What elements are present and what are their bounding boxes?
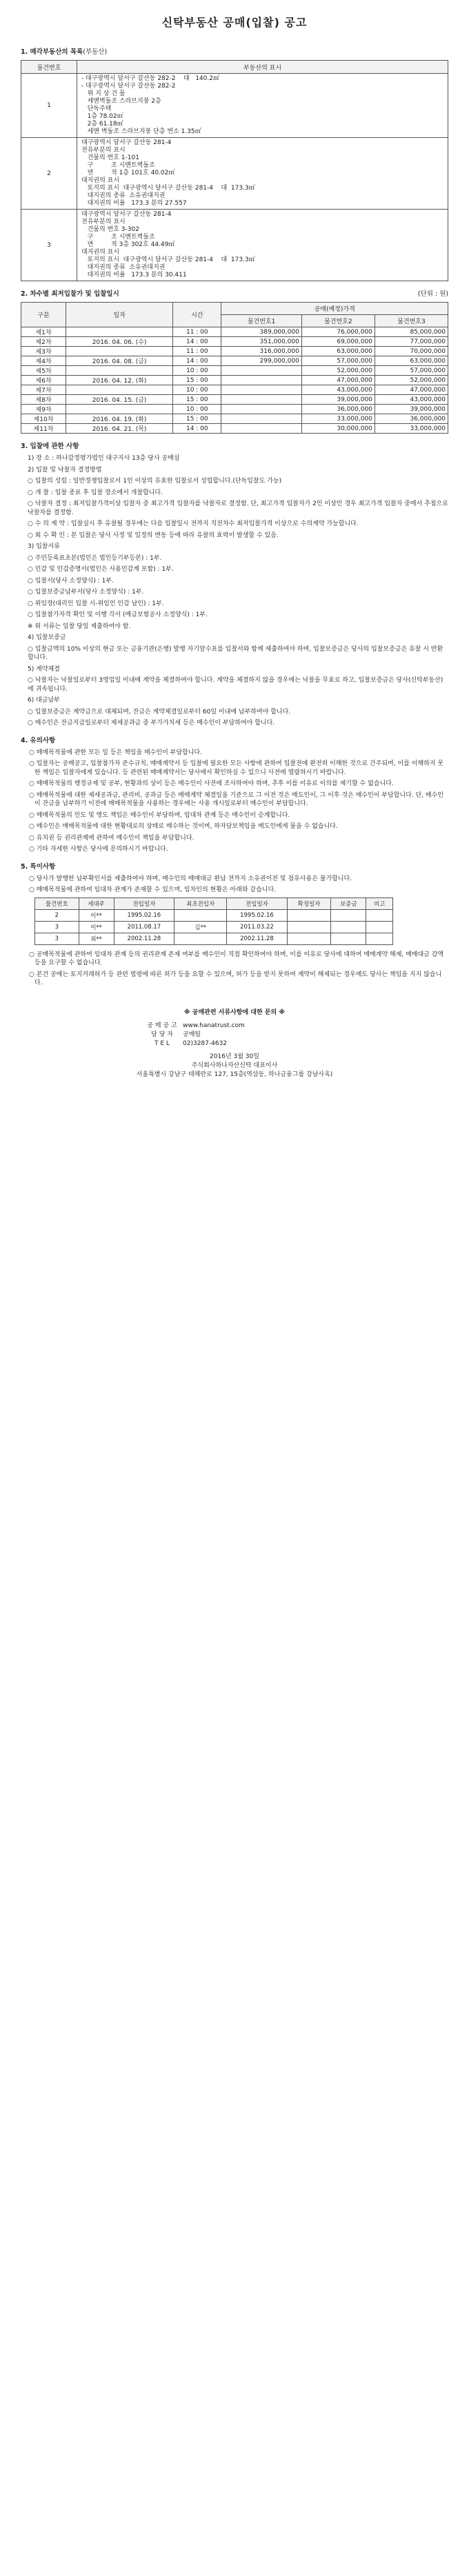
tenant-cell: 2 bbox=[35, 909, 79, 921]
page-title: 신탁부동산 공매(입찰) 공고 bbox=[161, 16, 308, 29]
date: 2016. 04. 06. (수) bbox=[66, 337, 172, 347]
notice-page bbox=[21, 0, 448, 1079]
desc-line: 구 조 시멘트벽돌조 bbox=[81, 162, 155, 169]
round: 제7차 bbox=[21, 385, 66, 395]
table-row bbox=[35, 921, 393, 933]
tenant-cell: 이** bbox=[79, 921, 114, 933]
special-notes bbox=[21, 875, 448, 895]
price-item-1 bbox=[221, 424, 301, 434]
price-item-2: 36,000,000 bbox=[301, 405, 375, 414]
desc-line: 2층 61.18㎡ bbox=[81, 121, 123, 128]
desc-line: 세멘 벽돌조 스라브지붕 단층 변소 1.35㎡ bbox=[81, 128, 201, 135]
date bbox=[66, 327, 172, 337]
desc-line: 대지권의 비율 173.3 분의 27.557 bbox=[81, 200, 187, 207]
col-item-2: 물건번호2 bbox=[301, 315, 375, 327]
table-row bbox=[21, 385, 448, 395]
tenant-cell: 2002.11.28 bbox=[114, 933, 174, 944]
contact-heading: ※ 공매관련 서류사항에 대한 문의 ※ bbox=[183, 1008, 286, 1016]
tenant-cell bbox=[287, 909, 331, 921]
tenant-cell: 2002.11.28 bbox=[227, 933, 288, 944]
tenant-col-header: 전입일자 bbox=[114, 897, 174, 909]
tenant-cell bbox=[366, 933, 393, 944]
desc-line: 대지권의 종류 소유권대지권 bbox=[81, 264, 166, 271]
special-note-line: ○ 본건 공매는 토지거래허가 등 관련 법령에 따른 허가 등을 요할 수 있으며, 허가 등을 받지 못하여 계약이 해제되는 경우에도 당사는 책임을 지지 않습니다. bbox=[29, 971, 442, 986]
bidding-line: ○ 입찰보증금은 계약금으로 대체되며, 잔금은 계약체결일로부터 60일 이내에 납부하여야 합니다. bbox=[28, 708, 291, 716]
price-item-1 bbox=[221, 376, 301, 385]
bidding-line: ○ 회 수 확 인 : 본 입찰은 당사 사정 및 일정의 변동 등에 따라 유찰의 효력이 발생할 수 있음. bbox=[28, 531, 279, 539]
price-item-3: 33,000,000 bbox=[375, 424, 448, 434]
desc-line: 전유부분의 표시 bbox=[81, 147, 126, 154]
precaution-line: ○ 매매목적물의 인도 및 명도 책임은 매수인이 부담하며, 임대차 관계 등은 매수인이 승계합니다. bbox=[29, 811, 290, 819]
round: 제9차 bbox=[21, 405, 66, 414]
price-item-2: 52,000,000 bbox=[301, 366, 375, 376]
tenant-cell: 2011.08.17 bbox=[114, 921, 174, 933]
date bbox=[66, 347, 172, 356]
price-item-1: 389,000,000 bbox=[221, 327, 301, 337]
precaution-line: ○ 기타 자세한 사항은 당사에 문의하시기 바랍니다. bbox=[29, 846, 168, 853]
price-item-1: 299,000,000 bbox=[221, 356, 301, 366]
contact-key: T E L bbox=[154, 1039, 170, 1047]
tenant-cell bbox=[174, 933, 227, 944]
time: 14 : 00 bbox=[173, 337, 221, 347]
section-1-heading bbox=[21, 46, 448, 56]
special-note-line: ○ 매매목적물에 관하여 임대차 관계가 존재할 수 있으며, 임차인의 현황은 아래와 같습니다. bbox=[29, 886, 277, 893]
price-item-2: 76,000,000 bbox=[301, 327, 375, 337]
price-item-2: 33,000,000 bbox=[301, 414, 375, 424]
price-item-2: 43,000,000 bbox=[301, 385, 375, 395]
col-date: 일자 bbox=[66, 303, 172, 327]
tenant-col-header: 전입일자 bbox=[227, 897, 288, 909]
date bbox=[66, 366, 172, 376]
date: 2016. 04. 12. (화) bbox=[66, 376, 172, 385]
schedule-table bbox=[21, 302, 448, 434]
section-3-heading: 3. 입찰에 관한 사항 bbox=[21, 443, 79, 450]
tenant-cell bbox=[366, 909, 393, 921]
tenant-table bbox=[34, 897, 393, 945]
section-5-heading: 5. 특이사항 bbox=[21, 862, 56, 871]
tenant-cell bbox=[331, 909, 366, 921]
tenant-cell: 최** bbox=[79, 933, 114, 944]
special-note-line: ○ 당사가 발행한 납부확인서를 제출하여야 하며, 매수인의 매매대금 완납 전까지 소유권이전 및 점유사용은 불가합니다. bbox=[29, 875, 352, 882]
price-item-2: 57,000,000 bbox=[301, 356, 375, 366]
col-price: 공매(예정)가격 bbox=[221, 303, 448, 315]
contact-value: 02)3287-4632 bbox=[183, 1039, 228, 1047]
table-row bbox=[21, 356, 448, 366]
tenant-col-header: 비고 bbox=[366, 897, 393, 909]
table-row bbox=[21, 424, 448, 434]
desc-line: 대지권의 표시 bbox=[81, 249, 120, 256]
bidding-line: ○ 입찰금액의 10% 이상의 현금 또는 금융기관(은행) 발행 자기앞수표를 입찰서와 함께 제출하여야 하며, 입찰보증금은 당사의 입찰보증금은 유찰 시 반환합니다. bbox=[28, 645, 443, 661]
table-row bbox=[21, 347, 448, 356]
price-item-3: 77,000,000 bbox=[375, 337, 448, 347]
section-1-title: 1. 매각부동산의 목록 bbox=[21, 48, 83, 56]
col-item-1: 물건번호1 bbox=[221, 315, 301, 327]
special-notes-after bbox=[21, 951, 448, 988]
time: 15 : 00 bbox=[173, 414, 221, 424]
date: 2016. 04. 21. (목) bbox=[66, 424, 172, 434]
time: 14 : 00 bbox=[173, 424, 221, 434]
round: 제5차 bbox=[21, 366, 66, 376]
tenant-cell: 이** bbox=[79, 909, 114, 921]
bidding-line: ○ 입찰서(당사 소정양식) : 1부. bbox=[28, 577, 114, 585]
tenant-cell: 2011.03.22 bbox=[227, 921, 288, 933]
price-item-1 bbox=[221, 405, 301, 414]
desc-line: 위 지 상 건 물 bbox=[81, 90, 126, 97]
item-no: 2 bbox=[21, 138, 77, 210]
col-item-3: 물건번호3 bbox=[375, 315, 448, 327]
tenant-cell: 1995.02.16 bbox=[227, 909, 288, 921]
table-row bbox=[21, 414, 448, 424]
table-row bbox=[21, 138, 448, 210]
tenant-cell bbox=[287, 933, 331, 944]
tenant-cell bbox=[331, 933, 366, 944]
col-item-no: 물건번호 bbox=[21, 61, 77, 74]
table-row bbox=[21, 337, 448, 347]
price-item-3: 70,000,000 bbox=[375, 347, 448, 356]
time: 10 : 00 bbox=[173, 405, 221, 414]
table-row bbox=[21, 210, 448, 281]
tenant-cell bbox=[174, 909, 227, 921]
contact-row bbox=[141, 1031, 328, 1039]
precaution-line: ○ 매매목적물의 행정규제 및 공부, 현황과의 상이 등은 매수인이 사전에 조사하여야 하며, 추후 이를 이유로 이의를 제기할 수 없습니다. bbox=[29, 780, 394, 787]
bidding-line: ○ 입찰의 성립 : 일반경쟁입찰로서 1인 이상의 유효한 입찰로서 성립합니다.(단독입찰도 가능) bbox=[28, 478, 282, 485]
desc-line: 세멘벽돌조 스라브지붕 2층 bbox=[81, 98, 161, 105]
desc-line: 대지권의 종류 소유권대지권 bbox=[81, 192, 166, 199]
tenant-cell bbox=[331, 921, 366, 933]
date: 2016. 04. 08. (금) bbox=[66, 356, 172, 366]
bidding-line: ○ 낙찰자 결정 : 최저입찰가격이상 입찰자 중 최고가격 입찰자를 낙찰자로 결정함. 단, 최고가격 입찰자가 2인 이상인 경우 최고가격 입찰자 중에서 추첨으로 낙찰자를 결정함. bbox=[28, 500, 448, 516]
desc-line: - 대구광역시 달서구 갈산동 282-2 대 140.2㎡ bbox=[81, 75, 219, 82]
bidding-line: 2) 입찰 및 낙찰자 결정방법 bbox=[28, 466, 102, 474]
bidding-line: ○ 인감 및 인감증명서(법인은 사용인감계 포함) : 1부. bbox=[28, 566, 174, 573]
price-item-1 bbox=[221, 366, 301, 376]
price-item-3: 63,000,000 bbox=[375, 356, 448, 366]
desc-line: 전유부분의 표시 bbox=[81, 219, 126, 225]
round: 제11차 bbox=[21, 424, 66, 434]
bidding-line: ○ 개 찰 : 입찰 종료 후 입찰 장소에서 개찰합니다. bbox=[28, 489, 163, 496]
desc-line: 대지권의 표시 bbox=[81, 177, 120, 184]
precaution-line: ○ 입찰자는 공매공고, 입찰참가자 준수규칙, 매매계약서 등 입찰에 필요한 모든 사항에 관하여 입찰전에 완전히 이해한 것으로 간주되며, 이를 이해하지 못한 책임은 입찰자에게 있습니다. 등 관련된 매매계약서는 당사에서 확인하실 수 있으니 사전에 열람하시기 바랍니다. bbox=[29, 760, 444, 776]
tenant-cell: 김** bbox=[174, 921, 227, 933]
section-2-title: 2. 차수별 최저입찰가 및 입찰일시 bbox=[21, 290, 119, 298]
col-time: 시간 bbox=[173, 303, 221, 327]
col-property-desc: 부동산의 표시 bbox=[77, 61, 448, 74]
precaution-line: ○ 매매목적물에 관한 모든 일 등은 책임을 매수인이 부담합니다. bbox=[29, 749, 202, 756]
contact-key: 공 매 공 고 bbox=[147, 1022, 177, 1029]
round: 제8차 bbox=[21, 395, 66, 405]
price-item-1 bbox=[221, 414, 301, 424]
round: 제10차 bbox=[21, 414, 66, 424]
desc-line: 단독주택 bbox=[81, 105, 112, 112]
special-note-line: ○ 공매목적물에 관하여 임대차 관계 등의 권리관계 존재 여부를 매수인이 직접 확인하여야 하며, 이를 이유로 당사에 대하여 매매계약 해제, 매매대금 감액 등을 요구할 수 없습니다. bbox=[29, 951, 444, 966]
desc-line: 토지의 표시 대구광역시 달서구 갈산동 281-4 대 173.3㎡ bbox=[81, 185, 255, 192]
time: 15 : 00 bbox=[173, 376, 221, 385]
time: 14 : 00 bbox=[173, 356, 221, 366]
section-2-heading bbox=[21, 288, 448, 298]
desc-line: 면 적 3층 302호 44.49㎡ bbox=[81, 241, 175, 248]
bidding-line: 4) 입찰보증금 bbox=[28, 634, 66, 641]
bidding-line: 6) 대금납부 bbox=[28, 697, 60, 704]
price-item-3: 85,000,000 bbox=[375, 327, 448, 337]
footer bbox=[21, 1008, 448, 1079]
price-item-1 bbox=[221, 395, 301, 405]
tenant-cell bbox=[287, 921, 331, 933]
time: 10 : 00 bbox=[173, 366, 221, 376]
section-4-heading: 4. 유의사항 bbox=[21, 736, 56, 744]
col-round: 구분 bbox=[21, 303, 66, 327]
company-name: 주식회사하나자산신탁 대표이사 bbox=[191, 1062, 278, 1069]
bidding-line: ※ 위 서류는 입찰 당일 제출하여야 함. bbox=[28, 622, 131, 630]
desc-line: 면 적 1층 101호 40.02㎡ bbox=[81, 170, 175, 176]
bidding-line: 5) 계약체결 bbox=[28, 665, 60, 673]
tenant-cell: 3 bbox=[35, 933, 79, 944]
table-row bbox=[21, 74, 448, 138]
property-desc bbox=[77, 74, 448, 138]
price-item-3: 39,000,000 bbox=[375, 405, 448, 414]
table-row bbox=[21, 327, 448, 337]
contact-value[interactable]: www.hanatrust.com bbox=[183, 1022, 245, 1029]
round: 제2차 bbox=[21, 337, 66, 347]
bidding-line: 3) 입찰서류 bbox=[28, 543, 60, 550]
bidding-line: 1) 장 소 : 하나감정평가법인 대구지사 13층 당사 공매실 bbox=[28, 455, 180, 462]
bidding-line: ○ 낙찰자는 낙찰일로부터 3영업일 이내에 계약을 체결하여야 합니다. 계약을 체결하지 않을 경우에는 낙찰을 무효로 하고, 입찰보증금은 당사(신탁부동산)에 귀속됩니다. bbox=[28, 677, 443, 693]
tenant-col-header: 물건번호 bbox=[35, 897, 79, 909]
precaution-line: ○ 매수인은 매매목적물에 대한 현황대로의 상태로 매수하는 것이며, 하자담보책임을 매도인에게 물을 수 없습니다. bbox=[29, 823, 338, 830]
price-item-1: 351,000,000 bbox=[221, 337, 301, 347]
table-row bbox=[21, 366, 448, 376]
unit-label: (단위 : 원) bbox=[417, 290, 448, 298]
tenant-cell bbox=[366, 921, 393, 933]
precautions bbox=[21, 749, 448, 854]
desc-line: 건물의 번호 3-302 bbox=[81, 226, 139, 233]
desc-line: 대구광역시 달서구 갈산동 281-4 bbox=[81, 211, 172, 218]
bidding-details bbox=[21, 454, 448, 728]
table-row bbox=[35, 933, 393, 944]
tenant-col-header: 보증금 bbox=[331, 897, 366, 909]
price-item-2: 47,000,000 bbox=[301, 376, 375, 385]
tenant-col-header: 세대주 bbox=[79, 897, 114, 909]
tenant-col-header: 확정일자 bbox=[287, 897, 331, 909]
desc-line: 토지의 표시 대구광역시 달서구 갈산동 281-4 대 173.3㎡ bbox=[81, 256, 255, 263]
price-item-3: 36,000,000 bbox=[375, 414, 448, 424]
desc-line: - 대구광역시 달서구 갈산동 282-2 bbox=[81, 83, 176, 90]
table-row bbox=[21, 405, 448, 414]
tenant-cell: 3 bbox=[35, 921, 79, 933]
section-1-subtitle: (부동산) bbox=[83, 48, 108, 56]
contact-key: 담 당 자 bbox=[151, 1031, 173, 1038]
item-no: 1 bbox=[21, 74, 77, 138]
tenant-col-header: 최초전입자 bbox=[174, 897, 227, 909]
price-item-2: 39,000,000 bbox=[301, 395, 375, 405]
time: 10 : 00 bbox=[173, 385, 221, 395]
desc-line: 대지권의 비율 173.3 분의 30.411 bbox=[81, 272, 187, 278]
bidding-line: ○ 수 의 계 약 : 입찰실시 후 유찰될 경우에는 다음 입찰일시 전까지 직전차수 최저입찰가격 이상으로 수의계약 가능합니다. bbox=[28, 520, 359, 527]
bidding-line: ○ 매수인은 잔금지급일로부터 제세공과금 중 부가가치세 등은 매수인이 부담하여야 합니다. bbox=[28, 720, 275, 727]
table-row bbox=[21, 395, 448, 405]
date bbox=[66, 405, 172, 414]
time: 11 : 00 bbox=[173, 327, 221, 337]
bidding-line: ○ 입찰보증금납부서(당사 소정양식) : 1부. bbox=[28, 589, 144, 596]
price-item-1 bbox=[221, 385, 301, 395]
price-item-2: 30,000,000 bbox=[301, 424, 375, 434]
price-item-3: 43,000,000 bbox=[375, 395, 448, 405]
bidding-line: ○ 주민등록표초본(법인은 법인등기부등본) : 1부. bbox=[28, 554, 162, 562]
contact-row bbox=[141, 1022, 328, 1031]
contact-row bbox=[141, 1039, 328, 1048]
contact-value: 공매팀 bbox=[183, 1031, 201, 1038]
price-item-1: 316,000,000 bbox=[221, 347, 301, 356]
round: 제6차 bbox=[21, 376, 66, 385]
date: 2016. 04. 19. (화) bbox=[66, 414, 172, 424]
desc-line: 건물의 번호 1-101 bbox=[81, 154, 139, 161]
price-item-3: 52,000,000 bbox=[375, 376, 448, 385]
time: 11 : 00 bbox=[173, 347, 221, 356]
date bbox=[66, 385, 172, 395]
desc-line: 구 조 시멘트벽돌조 bbox=[81, 234, 155, 241]
property-desc bbox=[77, 138, 448, 210]
contact-box bbox=[141, 1022, 328, 1048]
precaution-line: ○ 유치권 등 권리관계에 관하여 매수인이 책임을 부담합니다. bbox=[29, 834, 194, 842]
precaution-line: ○ 매매목적물에 대한 제세공과금, 관리비, 공과금 등은 매매계약 체결일을 기준으로 그 이전 것은 매도인이, 그 이후 것은 매수인이 부담합니다. 단, 매수인이 잔금을 납부하기 이전에 매매목적물을 사용하는 경우에는 사용 개시일로부터 매수인이 부담합니다. bbox=[29, 791, 444, 807]
round: 제3차 bbox=[21, 347, 66, 356]
notice-date: 2016년 3월 30일 bbox=[210, 1053, 259, 1060]
tenant-cell: 1995.02.16 bbox=[114, 909, 174, 921]
item-no: 3 bbox=[21, 210, 77, 281]
bidding-line: ○ 입찰참가자격 확인 및 이행 각서 (예금보험공사 소정양식) : 1부. bbox=[28, 611, 208, 618]
property-desc bbox=[77, 210, 448, 281]
company-address: 서울특별시 강남구 테헤란로 127, 15층(역삼동, 하나금융그룹 강남사옥) bbox=[136, 1071, 333, 1078]
property-table bbox=[21, 60, 448, 281]
date: 2016. 04. 15. (금) bbox=[66, 395, 172, 405]
round: 제4차 bbox=[21, 356, 66, 366]
desc-line: 대구광역시 달서구 갈산동 281-4 bbox=[81, 139, 172, 146]
table-row bbox=[21, 376, 448, 385]
price-item-3: 47,000,000 bbox=[375, 385, 448, 395]
table-row bbox=[35, 909, 393, 921]
round: 제1차 bbox=[21, 327, 66, 337]
bidding-line: ○ 위임장(대리인 입찰 시-위임인 인감 날인) : 1부. bbox=[28, 600, 164, 607]
desc-line: 1층 78.02㎡ bbox=[81, 113, 123, 120]
price-item-3: 57,000,000 bbox=[375, 366, 448, 376]
time: 15 : 00 bbox=[173, 395, 221, 405]
price-item-2: 63,000,000 bbox=[301, 347, 375, 356]
price-item-2: 69,000,000 bbox=[301, 337, 375, 347]
